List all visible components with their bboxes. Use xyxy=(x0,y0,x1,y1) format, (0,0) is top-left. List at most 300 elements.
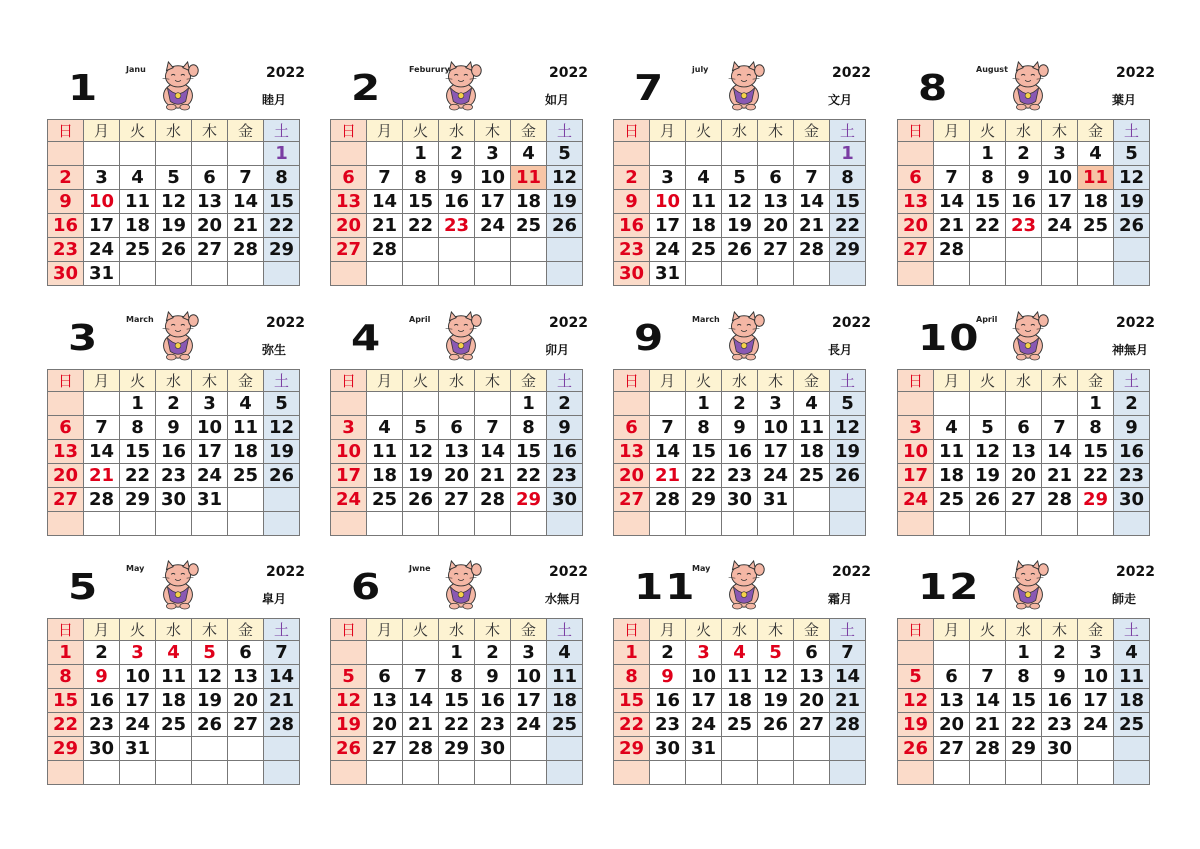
weekday-header: 木 xyxy=(758,120,794,142)
day-cell: 15 xyxy=(511,440,547,464)
week-row xyxy=(898,166,1150,190)
empty-day-cell xyxy=(686,512,722,536)
empty-day-cell xyxy=(192,761,228,785)
weekday-header-row xyxy=(614,619,866,641)
empty-day-cell xyxy=(475,392,511,416)
weekday-header: 日 xyxy=(331,619,367,641)
empty-day-cell xyxy=(898,262,934,286)
week-row xyxy=(614,190,866,214)
weekday-header: 水 xyxy=(439,619,475,641)
day-cell: 5 xyxy=(547,142,583,166)
empty-day-cell xyxy=(794,761,830,785)
empty-day-cell xyxy=(511,761,547,785)
day-cell: 27 xyxy=(1006,488,1042,512)
day-cell: 29 xyxy=(48,737,84,761)
day-cell: 18 xyxy=(1078,190,1114,214)
day-cell: 29 xyxy=(439,737,475,761)
weekday-header-row xyxy=(614,370,866,392)
day-cell: 2 xyxy=(475,641,511,665)
day-cell: 5 xyxy=(758,641,794,665)
empty-day-cell xyxy=(156,142,192,166)
day-cell: 14 xyxy=(650,440,686,464)
weekday-header: 日 xyxy=(898,370,934,392)
day-cell: 29 xyxy=(1006,737,1042,761)
day-cell: 18 xyxy=(794,440,830,464)
day-cell: 10 xyxy=(1042,166,1078,190)
day-cell: 23 xyxy=(156,464,192,488)
day-cell: 9 xyxy=(650,665,686,689)
weekday-header: 水 xyxy=(1006,120,1042,142)
month-english-label: Jwne xyxy=(409,564,431,573)
empty-day-cell xyxy=(367,512,403,536)
weekday-header-row xyxy=(898,619,1150,641)
day-cell: 11 xyxy=(156,665,192,689)
empty-day-cell xyxy=(1006,512,1042,536)
day-cell: 30 xyxy=(475,737,511,761)
day-cell: 16 xyxy=(1006,190,1042,214)
day-cell: 2 xyxy=(48,166,84,190)
weekday-header: 月 xyxy=(650,370,686,392)
week-row xyxy=(614,416,866,440)
day-cell: 14 xyxy=(403,689,439,713)
day-cell: 6 xyxy=(934,665,970,689)
day-cell: 5 xyxy=(192,641,228,665)
month-english-label: March xyxy=(126,315,154,324)
week-row xyxy=(898,488,1150,512)
day-cell: 27 xyxy=(48,488,84,512)
week-row xyxy=(614,641,866,665)
day-cell: 14 xyxy=(475,440,511,464)
month-english-label: May xyxy=(126,564,145,573)
day-cell: 1 xyxy=(614,641,650,665)
day-cell: 21 xyxy=(970,713,1006,737)
day-cell: 13 xyxy=(228,665,264,689)
empty-day-cell xyxy=(1114,262,1150,286)
day-cell: 20 xyxy=(367,713,403,737)
weekday-header: 金 xyxy=(1078,370,1114,392)
calendar-grid xyxy=(897,119,1150,286)
day-cell: 28 xyxy=(475,488,511,512)
day-cell: 29 xyxy=(830,238,866,262)
day-cell: 14 xyxy=(970,689,1006,713)
weekday-header: 木 xyxy=(192,619,228,641)
week-row xyxy=(614,166,866,190)
day-cell: 5 xyxy=(830,392,866,416)
empty-day-cell xyxy=(830,761,866,785)
day-cell: 7 xyxy=(794,166,830,190)
empty-day-cell xyxy=(547,262,583,286)
weekday-header: 日 xyxy=(48,619,84,641)
day-cell: 16 xyxy=(1114,440,1150,464)
empty-day-cell xyxy=(898,392,934,416)
weekday-header: 木 xyxy=(1042,370,1078,392)
empty-day-cell xyxy=(331,392,367,416)
day-cell: 8 xyxy=(970,166,1006,190)
day-cell: 27 xyxy=(898,238,934,262)
day-cell: 20 xyxy=(228,689,264,713)
calendar-grid xyxy=(613,618,866,785)
weekday-header: 木 xyxy=(1042,120,1078,142)
day-cell: 8 xyxy=(686,416,722,440)
month-panel-m9 xyxy=(604,305,871,545)
day-cell: 26 xyxy=(331,737,367,761)
day-cell: 14 xyxy=(367,190,403,214)
calendar-grid xyxy=(330,119,583,286)
month-panel-m8 xyxy=(888,55,1155,295)
weekday-header: 日 xyxy=(48,120,84,142)
empty-day-cell xyxy=(403,238,439,262)
weekday-header: 月 xyxy=(367,120,403,142)
day-cell: 10 xyxy=(758,416,794,440)
day-cell: 2 xyxy=(722,392,758,416)
weekday-header: 月 xyxy=(934,619,970,641)
year-label: 2022 xyxy=(266,564,305,580)
weekday-header: 木 xyxy=(475,370,511,392)
day-cell: 30 xyxy=(650,737,686,761)
day-cell: 17 xyxy=(120,689,156,713)
weekday-header-row xyxy=(898,120,1150,142)
empty-day-cell xyxy=(48,392,84,416)
week-row xyxy=(614,142,866,166)
month-number: 1 xyxy=(68,66,100,109)
week-row xyxy=(48,761,300,785)
day-cell: 5 xyxy=(156,166,192,190)
day-cell: 9 xyxy=(1042,665,1078,689)
empty-day-cell xyxy=(722,512,758,536)
empty-day-cell xyxy=(403,512,439,536)
month-number: 7 xyxy=(634,66,666,109)
day-cell: 17 xyxy=(650,214,686,238)
empty-day-cell xyxy=(475,238,511,262)
day-cell: 7 xyxy=(84,416,120,440)
empty-day-cell xyxy=(120,761,156,785)
day-cell: 11 xyxy=(228,416,264,440)
day-cell: 11 xyxy=(934,440,970,464)
empty-day-cell xyxy=(264,488,300,512)
day-cell: 28 xyxy=(264,713,300,737)
empty-day-cell xyxy=(1042,761,1078,785)
empty-day-cell xyxy=(264,262,300,286)
day-cell: 24 xyxy=(898,488,934,512)
year-label: 2022 xyxy=(549,564,588,580)
day-cell: 17 xyxy=(511,689,547,713)
day-cell: 27 xyxy=(614,488,650,512)
day-cell: 28 xyxy=(367,238,403,262)
weekday-header: 金 xyxy=(228,370,264,392)
day-cell: 13 xyxy=(367,689,403,713)
day-cell: 3 xyxy=(192,392,228,416)
weekday-header: 水 xyxy=(439,120,475,142)
day-cell: 28 xyxy=(403,737,439,761)
weekday-header: 土 xyxy=(830,120,866,142)
day-cell: 12 xyxy=(758,665,794,689)
day-cell: 22 xyxy=(1006,713,1042,737)
weekday-header: 月 xyxy=(84,619,120,641)
empty-day-cell xyxy=(1078,737,1114,761)
empty-day-cell xyxy=(156,761,192,785)
day-cell: 12 xyxy=(403,440,439,464)
empty-day-cell xyxy=(228,262,264,286)
empty-day-cell xyxy=(192,512,228,536)
empty-day-cell xyxy=(120,512,156,536)
maneki-neko-cat-icon xyxy=(1006,309,1050,361)
empty-day-cell xyxy=(1006,392,1042,416)
day-cell: 14 xyxy=(830,665,866,689)
day-cell: 28 xyxy=(794,238,830,262)
day-cell: 18 xyxy=(367,464,403,488)
weekday-header-row xyxy=(898,370,1150,392)
week-row xyxy=(331,512,583,536)
day-cell: 16 xyxy=(614,214,650,238)
empty-day-cell xyxy=(156,512,192,536)
empty-day-cell xyxy=(228,737,264,761)
day-cell: 16 xyxy=(650,689,686,713)
empty-day-cell xyxy=(1078,761,1114,785)
month-number: 11 xyxy=(634,565,697,608)
day-cell: 22 xyxy=(1078,464,1114,488)
empty-day-cell xyxy=(830,488,866,512)
day-cell: 18 xyxy=(547,689,583,713)
weekday-header: 月 xyxy=(84,370,120,392)
empty-day-cell xyxy=(794,512,830,536)
day-cell: 24 xyxy=(120,713,156,737)
month-panel-m2 xyxy=(321,55,588,295)
day-cell: 1 xyxy=(970,142,1006,166)
weekday-header-row xyxy=(331,619,583,641)
day-cell: 31 xyxy=(686,737,722,761)
day-cell: 23 xyxy=(614,238,650,262)
empty-day-cell xyxy=(511,238,547,262)
day-cell: 3 xyxy=(475,142,511,166)
day-cell: 30 xyxy=(1114,488,1150,512)
day-cell: 16 xyxy=(439,190,475,214)
day-cell: 13 xyxy=(48,440,84,464)
month-panel-m4 xyxy=(321,305,588,545)
empty-day-cell xyxy=(614,142,650,166)
day-cell: 25 xyxy=(686,238,722,262)
day-cell: 8 xyxy=(1078,416,1114,440)
month-number: 4 xyxy=(351,316,383,359)
weekday-header: 日 xyxy=(614,120,650,142)
weekday-header: 水 xyxy=(722,619,758,641)
weekday-header: 木 xyxy=(192,370,228,392)
empty-day-cell xyxy=(475,262,511,286)
day-cell: 15 xyxy=(830,190,866,214)
day-cell: 26 xyxy=(156,238,192,262)
day-cell: 9 xyxy=(84,665,120,689)
day-cell: 6 xyxy=(758,166,794,190)
weekday-header: 水 xyxy=(722,370,758,392)
day-cell: 1 xyxy=(1078,392,1114,416)
empty-day-cell xyxy=(934,641,970,665)
day-cell: 9 xyxy=(547,416,583,440)
day-cell: 2 xyxy=(1006,142,1042,166)
day-cell: 27 xyxy=(228,713,264,737)
day-cell: 11 xyxy=(794,416,830,440)
day-cell: 9 xyxy=(614,190,650,214)
calendar-grid xyxy=(330,369,583,536)
day-cell: 10 xyxy=(898,440,934,464)
day-cell: 24 xyxy=(686,713,722,737)
week-row xyxy=(614,488,866,512)
day-cell: 19 xyxy=(192,689,228,713)
empty-day-cell xyxy=(830,262,866,286)
empty-day-cell xyxy=(830,737,866,761)
week-row xyxy=(331,142,583,166)
day-cell: 28 xyxy=(84,488,120,512)
day-cell: 16 xyxy=(547,440,583,464)
empty-day-cell xyxy=(794,142,830,166)
day-cell: 23 xyxy=(48,238,84,262)
japanese-month-name: 如月 xyxy=(545,93,570,107)
weekday-header: 木 xyxy=(758,619,794,641)
maneki-neko-cat-icon xyxy=(156,558,200,610)
empty-day-cell xyxy=(48,142,84,166)
calendar-grid xyxy=(897,369,1150,536)
weekday-header: 木 xyxy=(475,120,511,142)
empty-day-cell xyxy=(403,262,439,286)
week-row xyxy=(331,190,583,214)
day-cell: 18 xyxy=(511,190,547,214)
weekday-header: 水 xyxy=(722,120,758,142)
day-cell: 6 xyxy=(228,641,264,665)
week-row xyxy=(614,737,866,761)
empty-day-cell xyxy=(331,262,367,286)
month-number: 8 xyxy=(918,66,950,109)
empty-day-cell xyxy=(1042,512,1078,536)
weekday-header: 日 xyxy=(48,370,84,392)
weekday-header: 日 xyxy=(331,370,367,392)
day-cell: 6 xyxy=(898,166,934,190)
day-cell: 18 xyxy=(934,464,970,488)
weekday-header: 水 xyxy=(156,370,192,392)
day-cell: 5 xyxy=(403,416,439,440)
empty-day-cell xyxy=(439,238,475,262)
week-row xyxy=(331,392,583,416)
empty-day-cell xyxy=(722,737,758,761)
empty-day-cell xyxy=(192,142,228,166)
day-cell: 15 xyxy=(1078,440,1114,464)
day-cell: 25 xyxy=(722,713,758,737)
day-cell: 23 xyxy=(650,713,686,737)
day-cell: 19 xyxy=(547,190,583,214)
day-cell: 29 xyxy=(686,488,722,512)
day-cell: 26 xyxy=(547,214,583,238)
day-cell: 7 xyxy=(367,166,403,190)
empty-day-cell xyxy=(758,262,794,286)
year-label: 2022 xyxy=(1116,65,1155,81)
calendar-grid xyxy=(47,369,300,536)
weekday-header: 月 xyxy=(934,120,970,142)
empty-day-cell xyxy=(367,392,403,416)
day-cell: 22 xyxy=(830,214,866,238)
empty-day-cell xyxy=(934,142,970,166)
weekday-header: 金 xyxy=(228,619,264,641)
day-cell: 15 xyxy=(264,190,300,214)
week-row xyxy=(48,488,300,512)
day-cell: 25 xyxy=(794,464,830,488)
day-cell: 24 xyxy=(1042,214,1078,238)
day-cell: 12 xyxy=(970,440,1006,464)
empty-day-cell xyxy=(934,262,970,286)
day-cell: 4 xyxy=(547,641,583,665)
day-cell: 3 xyxy=(331,416,367,440)
japanese-month-name: 弥生 xyxy=(262,343,287,357)
day-cell: 20 xyxy=(48,464,84,488)
weekday-header: 水 xyxy=(1006,619,1042,641)
day-cell: 20 xyxy=(439,464,475,488)
day-cell: 4 xyxy=(1078,142,1114,166)
empty-day-cell xyxy=(439,761,475,785)
day-cell: 15 xyxy=(614,689,650,713)
week-row xyxy=(898,392,1150,416)
weekday-header: 金 xyxy=(1078,120,1114,142)
day-cell: 29 xyxy=(120,488,156,512)
day-cell: 3 xyxy=(898,416,934,440)
weekday-header: 日 xyxy=(614,619,650,641)
day-cell: 22 xyxy=(439,713,475,737)
day-cell: 31 xyxy=(650,262,686,286)
weekday-header: 金 xyxy=(794,120,830,142)
day-cell: 15 xyxy=(48,689,84,713)
empty-day-cell xyxy=(264,737,300,761)
week-row xyxy=(898,214,1150,238)
weekday-header-row xyxy=(48,619,300,641)
month-number: 6 xyxy=(351,565,383,608)
day-cell: 18 xyxy=(686,214,722,238)
day-cell: 27 xyxy=(331,238,367,262)
week-row xyxy=(48,214,300,238)
empty-day-cell xyxy=(331,761,367,785)
weekday-header: 月 xyxy=(367,619,403,641)
day-cell: 1 xyxy=(264,142,300,166)
day-cell: 2 xyxy=(84,641,120,665)
empty-day-cell xyxy=(970,238,1006,262)
day-cell: 30 xyxy=(1042,737,1078,761)
weekday-header: 金 xyxy=(794,370,830,392)
day-cell: 15 xyxy=(439,689,475,713)
calendar-grid xyxy=(613,369,866,536)
day-cell: 7 xyxy=(264,641,300,665)
day-cell: 4 xyxy=(794,392,830,416)
day-cell: 4 xyxy=(722,641,758,665)
week-row xyxy=(898,737,1150,761)
month-panel-m7 xyxy=(604,55,871,295)
japanese-month-name: 霜月 xyxy=(828,592,853,606)
weekday-header: 月 xyxy=(84,120,120,142)
day-cell: 8 xyxy=(403,166,439,190)
day-cell: 1 xyxy=(830,142,866,166)
day-cell: 17 xyxy=(1042,190,1078,214)
day-cell: 14 xyxy=(1042,440,1078,464)
day-cell: 5 xyxy=(264,392,300,416)
empty-day-cell xyxy=(367,142,403,166)
day-cell: 22 xyxy=(511,464,547,488)
day-cell: 5 xyxy=(898,665,934,689)
calendar-grid xyxy=(47,618,300,785)
empty-day-cell xyxy=(1042,262,1078,286)
empty-day-cell xyxy=(228,488,264,512)
day-cell: 10 xyxy=(192,416,228,440)
week-row xyxy=(331,713,583,737)
day-cell: 26 xyxy=(1114,214,1150,238)
day-cell: 5 xyxy=(970,416,1006,440)
empty-day-cell xyxy=(84,512,120,536)
empty-day-cell xyxy=(547,512,583,536)
empty-day-cell xyxy=(650,512,686,536)
japanese-month-name: 文月 xyxy=(828,93,853,107)
day-cell: 26 xyxy=(192,713,228,737)
